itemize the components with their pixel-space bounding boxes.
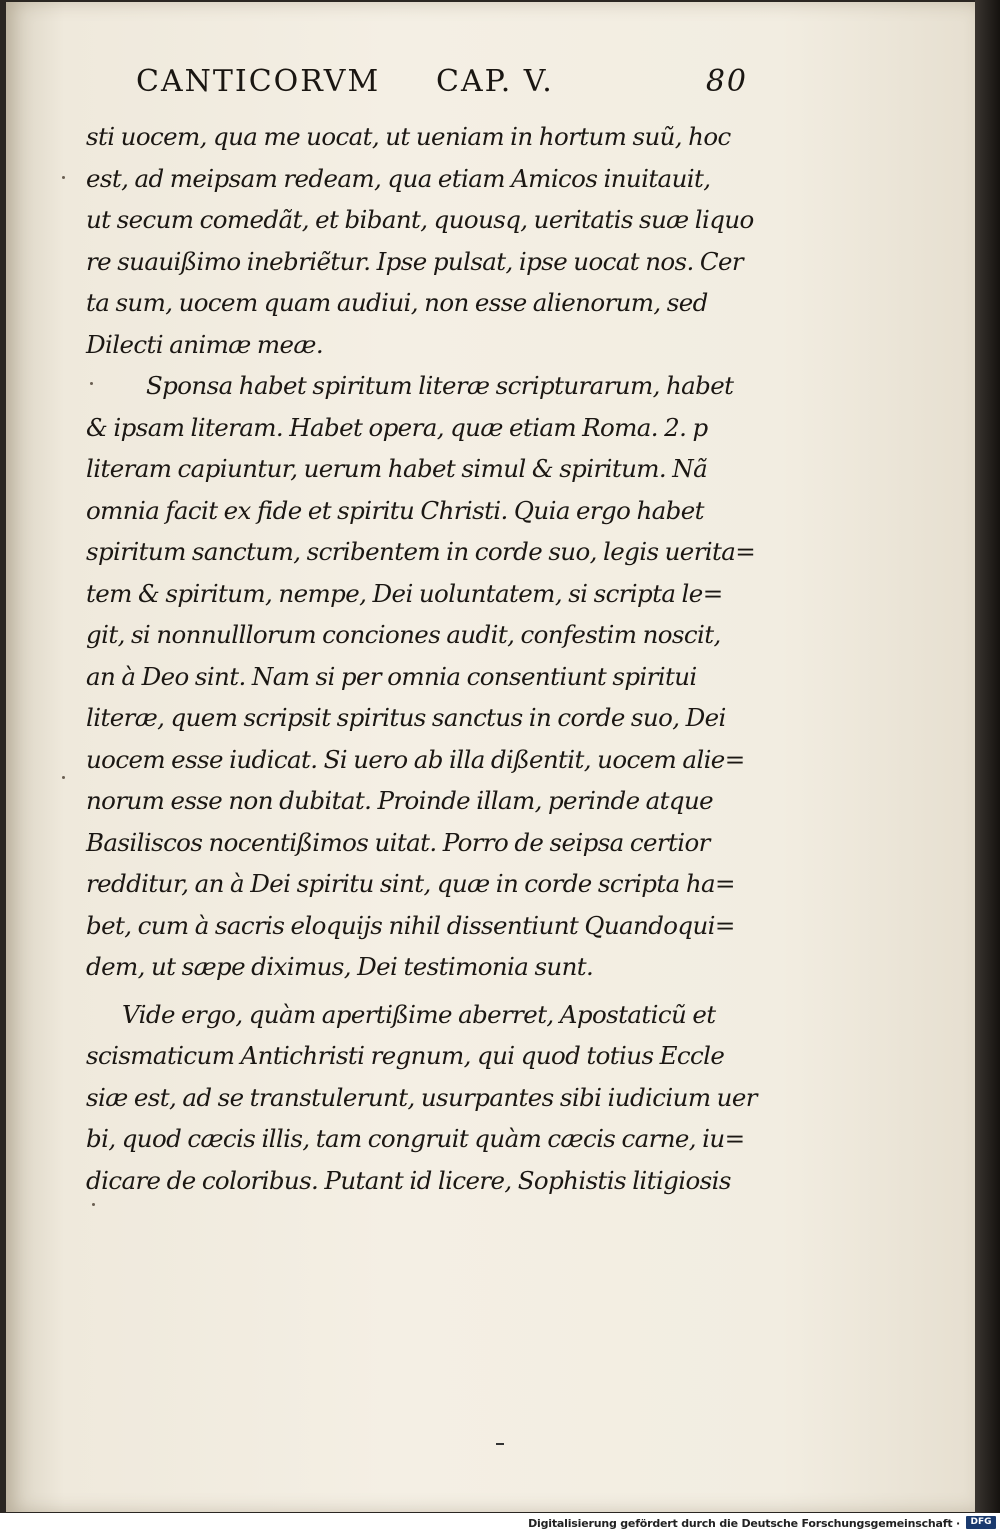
text-line: spiritum sanctum, scribentem in corde suo, legis uerita= bbox=[86, 537, 756, 566]
footer-credit: Digitalisierung gefördert durch die Deutsche Forschungsgemeinschaft · bbox=[528, 1517, 960, 1530]
book-edge bbox=[975, 0, 1000, 1513]
text-line: ut secum comedãt, et bibant, quousq, ueritatis suæ liquo bbox=[86, 205, 754, 234]
paper-speck bbox=[62, 776, 65, 779]
header-title: CANTICORVM bbox=[136, 64, 381, 99]
paper-speck bbox=[90, 382, 93, 385]
running-header bbox=[136, 64, 748, 104]
paper-speck bbox=[62, 176, 65, 179]
page-mark bbox=[496, 1443, 504, 1445]
text-line: bet, cum à sacris eloquijs nihil dissentiunt Quandoqui= bbox=[86, 910, 735, 940]
text-line: tem & spiritum, nempe, Dei uoluntatem, si scripta le= bbox=[86, 578, 723, 608]
text-line: dem, ut sæpe diximus, Dei testimonia sunt. bbox=[86, 952, 594, 981]
text-line: & ipsam literam. Habet opera, quæ etiam Roma. 2. p bbox=[86, 412, 708, 442]
text-line: ta sum, uocem quam audiui, non esse alienorum, sed bbox=[86, 288, 708, 317]
page-number: 80 bbox=[705, 64, 748, 99]
text-line: norum esse non dubitat. Proinde illam, perinde atque bbox=[86, 786, 714, 815]
text-line: git, si nonnulllorum conciones audit, confestim noscit, bbox=[86, 620, 721, 649]
text-line: Basiliscos nocentißimos uitat. Porro de seipsa certior bbox=[86, 827, 710, 857]
text-line: Sponsa habet spiritum literæ scripturarum, habet bbox=[146, 371, 734, 400]
dfg-logo: DFG bbox=[966, 1516, 996, 1529]
text-line: an à Deo sint. Nam si per omnia consentiunt spiritui bbox=[86, 661, 697, 691]
body-text bbox=[86, 116, 757, 1201]
text-line: siæ est, ad se transtulerunt, usurpantes sibi iudicium uer bbox=[86, 1082, 757, 1112]
header-chapter: CAP. V. bbox=[436, 64, 554, 99]
paper-speck bbox=[92, 1203, 95, 1206]
text-line: re suauißimo inebriẽtur. Ipse pulsat, ipse uocat nos. Cer bbox=[86, 246, 744, 276]
text-line: dicare de coloribus. Putant id licere, Sophistis litigiosis bbox=[86, 1165, 731, 1195]
text-line: scismaticum Antichristi regnum, qui quod totius Eccle bbox=[86, 1041, 725, 1070]
digitization-footer bbox=[0, 1513, 1000, 1533]
text-line: Vide ergo, quàm apertißime aberret, Apostaticũ et bbox=[122, 999, 716, 1029]
text-line: Dilecti animæ meæ. bbox=[86, 329, 324, 359]
text-line: redditur, an à Dei spiritu sint, quæ in corde scripta ha= bbox=[86, 869, 735, 898]
text-line: bi, quod cæcis illis, tam congruit quàm cæcis carne, iu= bbox=[86, 1124, 745, 1153]
text-line: sti uocem, qua me uocat, ut ueniam in hortum suũ, hoc bbox=[86, 122, 731, 151]
text-line: est, ad meipsam redeam, qua etiam Amicos inuitauit, bbox=[86, 163, 711, 193]
text-line: uocem esse iudicat. Si uero ab illa dißentit, uocem alie= bbox=[86, 744, 745, 774]
text-line: omnia facit ex fide et spiritu Christi. Quia ergo habet bbox=[86, 495, 704, 525]
text-line: literam capiuntur, uerum habet simul & spiritum. Nã bbox=[86, 454, 708, 483]
text-line: literæ, quem scripsit spiritus sanctus in corde suo, Dei bbox=[86, 703, 726, 732]
